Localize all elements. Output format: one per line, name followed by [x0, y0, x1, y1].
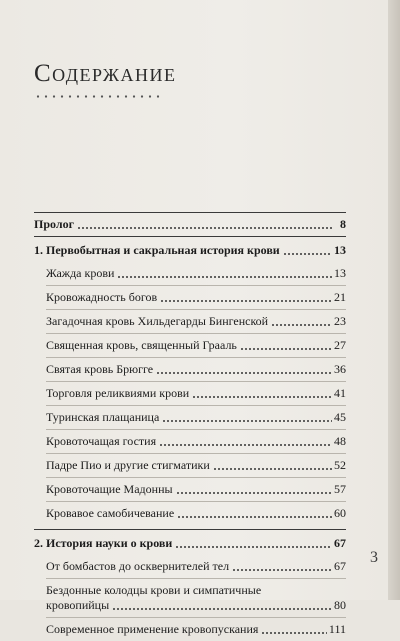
toc-entry-line	[46, 482, 346, 497]
toc-entry-label: Кровоточащая гостия	[46, 434, 157, 448]
toc-entry-label: Пролог	[34, 217, 75, 231]
book-spine-edge	[388, 0, 400, 600]
toc-entry-line	[46, 458, 346, 473]
page-title: Содержание	[34, 60, 177, 87]
toc-entry-ch2-1[interactable]	[46, 555, 346, 579]
toc-entry-chapter-1[interactable]	[34, 243, 346, 258]
toc-entry-line	[46, 266, 346, 281]
toc-entry-line	[46, 506, 346, 521]
table-of-contents	[34, 212, 346, 641]
toc-entry-label: Падре Пио и другие стигматики	[46, 458, 210, 472]
toc-entry-page: 48	[334, 434, 346, 448]
toc-entry-page: 52	[334, 458, 346, 472]
dot-leader	[261, 632, 326, 634]
toc-entry-label: 1. Первобытная и сакральная история крови	[34, 243, 280, 257]
toc-entry-label: Современное применение кровопускания	[46, 622, 259, 636]
toc-entry-chapter-2[interactable]	[34, 536, 346, 551]
toc-entry-ch1-6[interactable]	[46, 382, 346, 406]
toc-entry-ch2-3[interactable]	[46, 618, 346, 641]
dot-leader	[159, 444, 332, 446]
toc-entry-page: 13	[334, 266, 346, 280]
toc-entry-label: Жажда крови	[46, 266, 115, 280]
toc-entry-ch1-8[interactable]	[46, 430, 346, 454]
toc-entry-page: 57	[334, 482, 346, 496]
toc-entry-line	[46, 410, 346, 425]
toc-entry-ch1-11[interactable]	[46, 502, 346, 525]
toc-rule	[34, 236, 346, 237]
toc-entry-ch1-10[interactable]	[46, 478, 346, 502]
toc-entry-line	[46, 598, 346, 613]
toc-entry-ch1-5[interactable]	[46, 358, 346, 382]
toc-entry-page: 111	[328, 622, 346, 636]
dot-leader	[192, 396, 332, 398]
toc-entry-ch1-4[interactable]	[46, 334, 346, 358]
toc-entry-page: 67	[334, 559, 346, 573]
toc-entry-line	[46, 386, 346, 401]
dot-leader	[177, 516, 332, 518]
toc-entry-label: Кровоточащие Мадонны	[46, 482, 173, 496]
dot-leader	[283, 253, 332, 255]
toc-entry-page: 8	[340, 217, 346, 231]
toc-entry-page: 80	[334, 598, 346, 612]
toc-chapter-1-sections	[34, 262, 346, 525]
toc-entry-line	[46, 338, 346, 353]
toc-entry-ch1-3[interactable]	[46, 310, 346, 334]
toc-entry-page: 23	[334, 314, 346, 328]
dot-leader	[117, 276, 332, 278]
toc-entry-page: 67	[334, 536, 346, 550]
dot-leader	[271, 324, 332, 326]
toc-entry-line	[46, 314, 346, 329]
dot-leader	[162, 420, 332, 422]
toc-entry-page: 60	[334, 506, 346, 520]
toc-entry-label: кровопийцы	[46, 598, 110, 612]
toc-entry-line	[46, 559, 346, 574]
toc-entry-ch2-2[interactable]: Бездонные колодцы крови и симпатичные кровопийцы 80	[46, 579, 346, 618]
dot-leader	[160, 300, 332, 302]
toc-entry-label: Туринская плащаница	[46, 410, 160, 424]
toc-entry-label: Священная кровь, священный Грааль	[46, 338, 237, 352]
toc-entry-label: Святая кровь Брюгге	[46, 362, 154, 376]
toc-entry-line	[46, 362, 346, 377]
toc-entry-page: 41	[334, 386, 346, 400]
dot-leader	[112, 608, 332, 610]
toc-entry-page: 27	[334, 338, 346, 352]
toc-entry-page: 45	[334, 410, 346, 424]
toc-chapter-2-sections	[34, 555, 346, 641]
toc-entry-ch1-1[interactable]	[46, 262, 346, 286]
dot-leader	[156, 372, 332, 374]
toc-entry-label: 2. История науки о крови	[34, 536, 173, 550]
dot-leader	[175, 546, 332, 548]
toc-rule-top	[34, 212, 346, 213]
toc-entry-page: 36	[334, 362, 346, 376]
toc-entry-label: Торговля реликвиями крови	[46, 386, 190, 400]
toc-entry-ch1-9[interactable]	[46, 454, 346, 478]
toc-entry-label: Кровавое самобичевание	[46, 506, 175, 520]
page-number: 3	[370, 549, 378, 566]
dot-leader	[240, 348, 332, 350]
toc-entry-page: 13	[334, 243, 346, 257]
toc-entry-line	[46, 434, 346, 449]
dot-leader	[213, 468, 332, 470]
dot-leader	[77, 227, 334, 229]
toc-entry-ch1-7[interactable]	[46, 406, 346, 430]
toc-entry-label: Кровожадность богов	[46, 290, 158, 304]
toc-entry-page: 21	[334, 290, 346, 304]
toc-entry-line	[46, 290, 346, 305]
toc-entry-prolog[interactable]	[34, 217, 346, 232]
toc-rule	[34, 529, 346, 530]
toc-entry-label: От бомбастов до осквернителей тел	[46, 559, 230, 573]
title-dotted-rule	[34, 95, 162, 98]
dot-leader	[232, 569, 332, 571]
toc-entry-ch1-2[interactable]	[46, 286, 346, 310]
dot-leader	[176, 492, 332, 494]
toc-entry-line	[46, 622, 346, 637]
toc-entry-label: Загадочная кровь Хильдегарды Бингенской	[46, 314, 269, 328]
